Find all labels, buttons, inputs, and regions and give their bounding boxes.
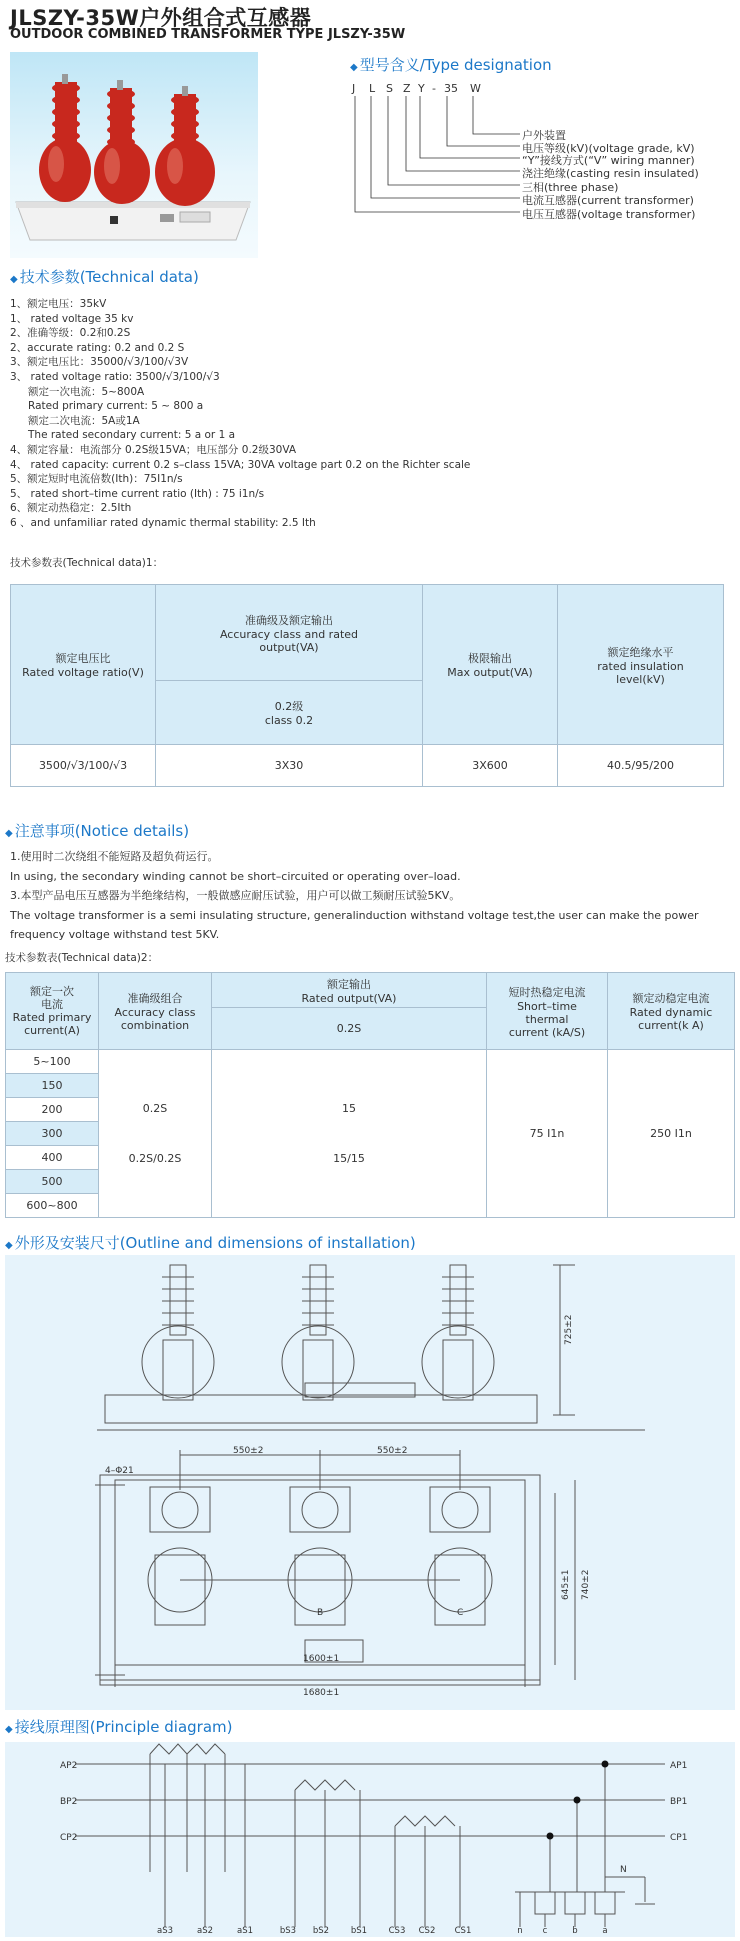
type-designation-heading: ◆ 型号含义/Type designation bbox=[350, 56, 552, 74]
technical-data-heading: ◆ 技术参数(Technical data) bbox=[10, 268, 199, 286]
header-text: Rated output(VA) bbox=[301, 991, 397, 1005]
table-cell: 3X30 bbox=[156, 745, 423, 787]
line-label: AP2 bbox=[60, 1761, 78, 1771]
header-cell bbox=[608, 973, 735, 1050]
table-cell: 150 bbox=[6, 1074, 99, 1098]
header-text: level(kV) bbox=[616, 672, 665, 686]
tech-line: 2、accurate rating: 0.2 and 0.2 S bbox=[10, 341, 185, 354]
header-text: thermal bbox=[525, 1012, 569, 1026]
header-cell bbox=[423, 585, 558, 745]
technical-data-table-1 bbox=[10, 584, 724, 787]
tech-line: 1、额定电压：35kV bbox=[10, 298, 107, 310]
technical-data-table-2 bbox=[5, 972, 735, 1218]
designation-item: 户外装置 bbox=[522, 129, 566, 142]
principle-heading: ◆ 接线原理图(Principle diagram) bbox=[5, 1718, 233, 1736]
code-letter: Y bbox=[418, 82, 425, 95]
designation-item: 电流互感器(current transformer) bbox=[522, 194, 694, 207]
product-photo bbox=[10, 52, 258, 258]
header-cell bbox=[6, 973, 99, 1050]
header-text: Rated primary bbox=[12, 1011, 92, 1024]
header-cell bbox=[156, 681, 423, 745]
tech-line: 4、 rated capacity: current 0.2 s–class 15VA; 30VA voltage part 0.2 on the Richter scale bbox=[10, 458, 471, 471]
tech-line: 3、 rated voltage ratio: 3500/√3/100/√3 bbox=[10, 370, 220, 383]
tech-line: 额定一次电流：5~800A bbox=[28, 385, 145, 398]
table-cell: 500 bbox=[6, 1170, 99, 1194]
code-letter: L bbox=[369, 82, 376, 95]
header-text: Accuracy class and rated bbox=[219, 627, 359, 641]
tech-line: Rated primary current: 5 ~ 800 a bbox=[28, 400, 204, 413]
page-subtitle: OUTDOOR COMBINED TRANSFORMER TYPE JLSZY-35W bbox=[10, 27, 406, 42]
terminal-label: CS2 bbox=[418, 1926, 436, 1936]
table-cell bbox=[99, 1050, 212, 1218]
header-cell bbox=[99, 973, 212, 1050]
designation-item: 浇注绝缘(casting resin insulated) bbox=[522, 167, 699, 180]
code-letter: S bbox=[386, 82, 393, 95]
tech-line: 1、 rated voltage 35 kv bbox=[10, 312, 134, 325]
code-letter: Z bbox=[403, 82, 411, 95]
header-text: rated insulation bbox=[597, 659, 684, 673]
table-cell: 3500/√3/100/√3 bbox=[11, 745, 156, 787]
dim-label: 1600±1 bbox=[303, 1654, 340, 1664]
principle-diagram bbox=[5, 1742, 735, 1937]
tech-line: 5、额定短时电流倍数(Ith)：75I1n/s bbox=[10, 473, 183, 486]
terminal-label: n bbox=[517, 1926, 523, 1936]
designation-item: 电压等级(kV)(voltage grade, kV) bbox=[522, 142, 695, 155]
dim-label: 740±2 bbox=[581, 1569, 591, 1600]
header-text: 准确级及额定输出 bbox=[245, 613, 333, 627]
terminal-label: b bbox=[572, 1926, 578, 1936]
header-cell bbox=[11, 585, 156, 745]
table-cell: 3X600 bbox=[423, 745, 558, 787]
dim-label: B bbox=[317, 1608, 324, 1618]
header-cell bbox=[212, 973, 487, 1008]
terminal-label: aS3 bbox=[156, 1926, 174, 1936]
line-label: CP2 bbox=[60, 1833, 78, 1843]
cell-text: 0.2S/0.2S bbox=[128, 1151, 182, 1165]
terminal-label: bS1 bbox=[350, 1926, 368, 1936]
header-text: 短时热稳定电流 bbox=[508, 985, 586, 999]
header-text: current (kA/S) bbox=[508, 1025, 586, 1039]
tech-line: 4、额定容量：电流部分 0.2S级15VA；电压部分 0.2级30VA bbox=[10, 443, 297, 456]
header-text: 电流 bbox=[41, 998, 63, 1011]
terminal-label: aS2 bbox=[196, 1926, 214, 1936]
code-letter: 35 bbox=[444, 82, 458, 95]
header-cell bbox=[558, 585, 724, 745]
line-label: CP1 bbox=[670, 1833, 688, 1843]
notice-line: In using, the secondary winding cannot be short–circuited or operating over–load. bbox=[10, 869, 461, 883]
header-text: 额定电压比 bbox=[55, 652, 111, 665]
header-text: 额定一次 bbox=[30, 985, 74, 998]
table-cell: 400 bbox=[6, 1146, 99, 1170]
header-text: combination bbox=[120, 1019, 190, 1032]
header-text: 额定输出 bbox=[327, 977, 371, 991]
header-cell: 0.2S bbox=[212, 1008, 487, 1050]
header-text: Rated dynamic bbox=[629, 1006, 713, 1019]
header-text: current(A) bbox=[24, 1024, 80, 1037]
header-text: 准确级组合 bbox=[127, 992, 183, 1005]
header-text: 0.2级 bbox=[274, 700, 304, 713]
cell-text: 15/15 bbox=[333, 1151, 365, 1165]
table-cell bbox=[212, 1050, 487, 1218]
cell-text: 15 bbox=[342, 1101, 356, 1115]
header-cell bbox=[487, 973, 608, 1050]
table-cell: 40.5/95/200 bbox=[558, 745, 724, 787]
tech-line: 6 、and unfamiliar rated dynamic thermal stability: 2.5 Ith bbox=[10, 516, 316, 529]
terminal-label: a bbox=[602, 1926, 608, 1936]
tech-line: The rated secondary current: 5 a or 1 a bbox=[28, 429, 236, 442]
dim-label: 645±1 bbox=[561, 1569, 571, 1600]
designation-leader-lines bbox=[350, 96, 520, 236]
dim-label: 550±2 bbox=[233, 1446, 264, 1456]
header-text: class 0.2 bbox=[264, 714, 314, 727]
header-text: 额定绝缘水平 bbox=[607, 645, 674, 659]
designation-item: 电压互感器(voltage transformer) bbox=[522, 208, 696, 221]
terminal-label: c bbox=[542, 1926, 548, 1936]
code-letter: W bbox=[470, 82, 481, 95]
header-text: 额定动稳定电流 bbox=[632, 992, 710, 1005]
table1-caption: 技术参数表(Technical data)1： bbox=[10, 557, 164, 569]
header-text: Rated voltage ratio(V) bbox=[22, 666, 144, 679]
terminal-label: CS1 bbox=[454, 1926, 472, 1936]
line-label: AP1 bbox=[670, 1761, 688, 1771]
dim-label: C bbox=[457, 1608, 464, 1618]
line-label: BP1 bbox=[670, 1797, 688, 1807]
notice-line: 3.本型产品电压互感器为半绝缘结构，一般做感应耐压试验，用户可以做工频耐压试验5KV。 bbox=[10, 889, 461, 902]
designation-item: 三相(three phase) bbox=[522, 181, 619, 194]
tech-line: 5、 rated short–time current ratio (Ith) : 75 i1n/s bbox=[10, 487, 265, 500]
notice-line: The voltage transformer is a semi insulating structure, generalinduction withstand voltage test,the user can make the power bbox=[10, 908, 699, 922]
terminal-label: bS3 bbox=[279, 1926, 297, 1936]
n-label: N bbox=[620, 1865, 627, 1875]
tech-line: 3、额定电压比：35000/√3/100/√3V bbox=[10, 356, 189, 369]
header-cell bbox=[156, 585, 423, 681]
table2-caption: 技术参数表(Technical data)2： bbox=[5, 952, 159, 964]
outline-drawing bbox=[5, 1255, 735, 1710]
tech-line: 6、额定动热稳定：2.5Ith bbox=[10, 502, 132, 515]
tech-line: 2、准确等级：0.2和0.2S bbox=[10, 327, 131, 340]
code-letter: - bbox=[432, 82, 436, 95]
dim-label: 1680±1 bbox=[303, 1688, 340, 1698]
notice-heading: ◆ 注意事项(Notice details) bbox=[5, 822, 190, 840]
header-text: current(k A) bbox=[638, 1019, 704, 1032]
notice-line: 1.使用时二次绕组不能短路及超负荷运行。 bbox=[10, 850, 219, 863]
header-text: 极限输出 bbox=[468, 652, 512, 665]
line-label: BP2 bbox=[60, 1797, 78, 1807]
notice-list bbox=[10, 847, 699, 945]
terminal-label: bS2 bbox=[312, 1926, 330, 1936]
tech-line: 额定二次电流：5A或1A bbox=[28, 414, 140, 427]
dim-label: 725±2 bbox=[564, 1314, 574, 1345]
table-cell: 600~800 bbox=[6, 1194, 99, 1218]
dim-label: 550±2 bbox=[377, 1446, 408, 1456]
code-letter: J bbox=[352, 82, 356, 95]
terminal-label: CS3 bbox=[388, 1926, 406, 1936]
technical-data-list bbox=[10, 297, 470, 531]
header-text: output(VA) bbox=[259, 640, 319, 654]
table-cell: 250 I1n bbox=[608, 1050, 735, 1218]
designation-item: “Y”接线方式(“V” wiring manner) bbox=[522, 154, 695, 167]
header-text: Accuracy class bbox=[114, 1006, 196, 1019]
terminal-label: aS1 bbox=[236, 1926, 254, 1936]
page-title: JLSZY-35W户外组合式互感器 bbox=[10, 6, 312, 30]
table-cell: 75 I1n bbox=[487, 1050, 608, 1218]
dim-label: 4–Φ21 bbox=[105, 1466, 134, 1476]
header-text: Short–time bbox=[517, 999, 577, 1013]
header-text: Max output(VA) bbox=[447, 666, 533, 679]
table-cell: 5~100 bbox=[6, 1050, 99, 1074]
table-cell: 200 bbox=[6, 1098, 99, 1122]
table-cell: 300 bbox=[6, 1122, 99, 1146]
notice-line: frequency voltage withstand test 5KV. bbox=[10, 928, 220, 941]
outline-heading: ◆ 外形及安装尺寸(Outline and dimensions of installation) bbox=[5, 1234, 416, 1252]
cell-text: 0.2S bbox=[142, 1101, 168, 1115]
